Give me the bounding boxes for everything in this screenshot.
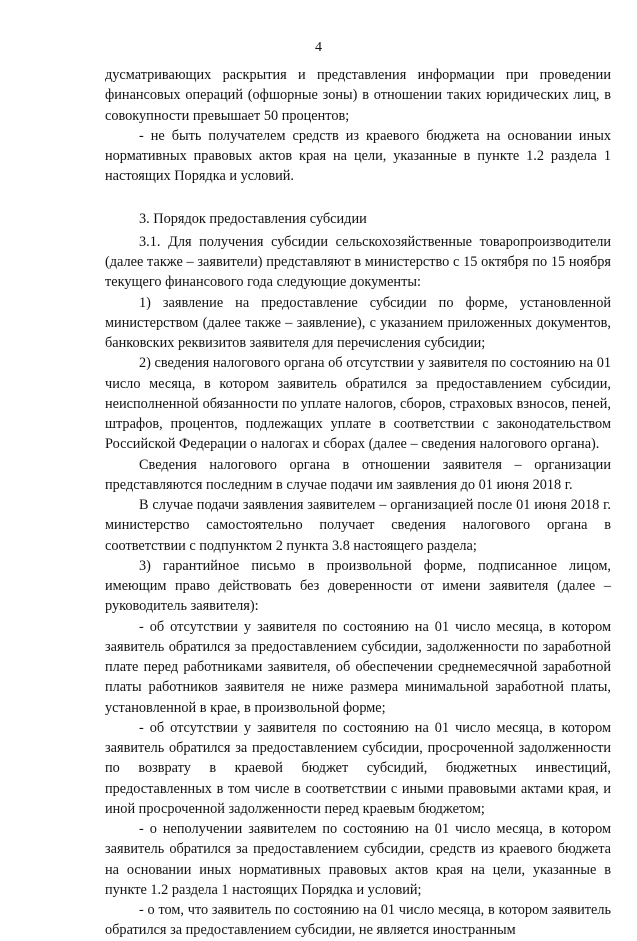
sub-item-not-foreign: - о том, что заявитель по состоянию на 01 число месяца, в котором заявитель обратился за предоставлением субсидии, не является иностранным: [105, 902, 611, 939]
list-item-3: 3) гарантийное письмо в произвольной форме, подписанное лицом, имеющим право действовать без доверенности от имени заявителя (далее – руководитель заявителя):: [105, 557, 611, 615]
sub-item-not-received-funds: - о неполучении заявителем по состоянию на 01 число месяца, в котором заявитель обратился за предоставлением субсидии, средств из краевого бюджета на основании иных нормативных правовых актов края на цели, указанные в пункте 1.2 раздела 1 настоящих Порядка и условий;: [105, 821, 611, 898]
section-heading: 3. Порядок предоставления субсидии: [139, 210, 367, 227]
page-number: 4: [315, 40, 322, 55]
document-body: [105, 65, 611, 941]
list-item-2: 2) сведения налогового органа об отсутствии у заявителя по состоянию на 01 число месяца, в котором заявитель обратился за предоставлением субсидии, неисполненной обязанности по уплате налогов, сборов, страховых взносов, пеней, штрафов, процентов, подлежащих уплате в соответствии с законодательством Российской Федерации о налогах и сборах (далее – сведения налогового органа).: [105, 355, 611, 453]
tax-info-note: Сведения налогового органа в отношении заявителя – организации представляются последним в случае подачи им заявления до 01 июня 2018 г.: [105, 456, 611, 493]
list-item-1: 1) заявление на предоставление субсидии по форме, установленной министерством (далее также – заявление), с указанием приложенных документов, банковских реквизитов заявителя для перечисления субсидии;: [105, 294, 611, 351]
after-june-note: В случае подачи заявления заявителем – организацией после 01 июня 2018 г. министерство самостоятельно получает сведения налогового органа в соответствии с подпунктом 2 пункта 3.8 настоящего раздела;: [105, 497, 611, 554]
paragraph-3-1: 3.1. Для получения субсидии сельскохозяйственные товаропроизводители (далее также – заявители) представляют в министерство с 15 октября по 15 ноября текущего финансового года следующие документы:: [105, 233, 611, 291]
not-recipient-item: - не быть получателем средств из краевого бюджета на основании иных нормативных правовых актов края на цели, указанные в пункте 1.2 раздела 1 настоящих Порядка и условий.: [105, 127, 611, 185]
sub-item-overdue-debt: - об отсутствии у заявителя по состоянию на 01 число месяца, в котором заявитель обратился за предоставлением субсидии, просроченной задолженности по возврату в краевой бюджет субсидий, бюджетных инвестиций, предоставленных в том числе в соответствии с иными правовыми актами края, и иной просроченной задолженности перед краевым бюджетом;: [105, 719, 611, 817]
sub-item-wages: - об отсутствии у заявителя по состоянию на 01 число месяца, в котором заявитель обратился за предоставлением субсидии, задолженности по заработной плате перед работниками заявителя, об обеспечении среднемесячной заработной платы работников заявителя не ниже размера минимальной заработной платы, установленной в крае, в произвольной форме;: [105, 618, 611, 716]
top-continuation-paragraph: дусматривающих раскрытия и представления информации при проведении финансовых операций (офшорные зоны) в отношении таких юридических лиц, в совокупности превышает 50 процентов;: [105, 67, 611, 124]
